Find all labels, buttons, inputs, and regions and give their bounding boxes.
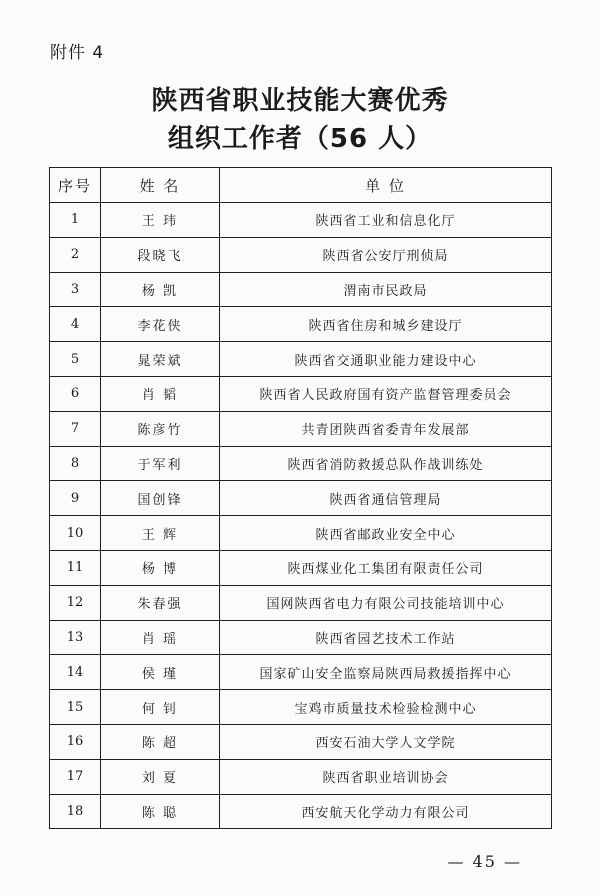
cell-name: 王 辉 — [101, 516, 220, 551]
cell-unit: 陕西省住房和城乡建设厅 — [220, 307, 552, 342]
cell-unit: 共青团陕西省委青年发展部 — [220, 411, 552, 446]
table-row — [50, 272, 552, 307]
table-row — [50, 550, 552, 585]
cell-serial-number: 13 — [50, 620, 101, 655]
cell-serial-number: 6 — [50, 376, 101, 411]
table-row — [50, 203, 552, 238]
table-row — [50, 481, 552, 516]
cell-serial-number: 17 — [50, 759, 101, 794]
cell-name: 国创锋 — [101, 481, 220, 516]
award-list-table — [49, 167, 552, 829]
cell-name: 杨 凯 — [101, 272, 220, 307]
table-row — [50, 446, 552, 481]
cell-serial-number: 11 — [50, 550, 101, 585]
cell-unit: 陕西省园艺技术工作站 — [220, 620, 552, 655]
cell-serial-number: 3 — [50, 272, 101, 307]
cell-name: 陈彦竹 — [101, 411, 220, 446]
cell-unit: 宝鸡市质量技术检验检测中心 — [220, 690, 552, 725]
cell-serial-number: 4 — [50, 307, 101, 342]
table-row — [50, 411, 552, 446]
cell-name: 陈 聪 — [101, 794, 220, 829]
cell-unit: 国家矿山安全监察局陕西局救援指挥中心 — [220, 655, 552, 690]
cell-unit: 陕西煤业化工集团有限责任公司 — [220, 550, 552, 585]
table-row — [50, 585, 552, 620]
cell-unit: 渭南市民政局 — [220, 272, 552, 307]
header-name: 姓 名 — [101, 168, 220, 203]
cell-name: 侯 瑾 — [101, 655, 220, 690]
cell-name: 刘 夏 — [101, 759, 220, 794]
cell-serial-number: 10 — [50, 516, 101, 551]
cell-unit: 西安石油大学人文学院 — [220, 724, 552, 759]
cell-serial-number: 16 — [50, 724, 101, 759]
table-row — [50, 237, 552, 272]
table-row — [50, 516, 552, 551]
cell-serial-number: 5 — [50, 342, 101, 377]
header-unit: 单 位 — [220, 168, 552, 203]
cell-name: 晁荣斌 — [101, 342, 220, 377]
cell-unit: 陕西省交通职业能力建设中心 — [220, 342, 552, 377]
cell-serial-number: 7 — [50, 411, 101, 446]
table-row — [50, 759, 552, 794]
attachment-label: 附件 4 — [50, 43, 105, 63]
cell-unit: 陕西省工业和信息化厅 — [220, 203, 552, 238]
table-row — [50, 376, 552, 411]
cell-serial-number: 15 — [50, 690, 101, 725]
cell-name: 何 钊 — [101, 690, 220, 725]
cell-unit: 陕西省消防救援总队作战训练处 — [220, 446, 552, 481]
cell-serial-number: 14 — [50, 655, 101, 690]
table-row — [50, 724, 552, 759]
table-row — [50, 794, 552, 829]
table-row — [50, 690, 552, 725]
cell-serial-number: 2 — [50, 237, 101, 272]
cell-serial-number: 8 — [50, 446, 101, 481]
table-row — [50, 307, 552, 342]
page-number: — 45 — — [447, 852, 522, 871]
cell-serial-number: 9 — [50, 481, 101, 516]
cell-unit: 陕西省职业培训协会 — [220, 759, 552, 794]
header-serial-number: 序号 — [50, 168, 101, 203]
cell-serial-number: 1 — [50, 203, 101, 238]
cell-unit: 陕西省通信管理局 — [220, 481, 552, 516]
cell-name: 肖 韬 — [101, 376, 220, 411]
cell-name: 杨 博 — [101, 550, 220, 585]
cell-name: 朱春强 — [101, 585, 220, 620]
cell-unit: 陕西省公安厅刑侦局 — [220, 237, 552, 272]
cell-name: 陈 超 — [101, 724, 220, 759]
cell-unit: 国网陕西省电力有限公司技能培训中心 — [220, 585, 552, 620]
cell-name: 段晓飞 — [101, 237, 220, 272]
cell-serial-number: 12 — [50, 585, 101, 620]
table-header-row — [50, 168, 552, 203]
cell-serial-number: 18 — [50, 794, 101, 829]
document-title-line-1: 陕西省职业技能大赛优秀 — [151, 86, 449, 116]
table-row — [50, 620, 552, 655]
cell-name: 肖 瑶 — [101, 620, 220, 655]
cell-name: 于军利 — [101, 446, 220, 481]
cell-unit: 西安航天化学动力有限公司 — [220, 794, 552, 829]
table-row — [50, 655, 552, 690]
cell-unit: 陕西省人民政府国有资产监督管理委员会 — [220, 376, 552, 411]
cell-unit: 陕西省邮政业安全中心 — [220, 516, 552, 551]
table-row — [50, 342, 552, 377]
cell-name: 王 玮 — [101, 203, 220, 238]
cell-name: 李花侠 — [101, 307, 220, 342]
document-title-line-2: 组织工作者（56 人） — [167, 124, 433, 154]
